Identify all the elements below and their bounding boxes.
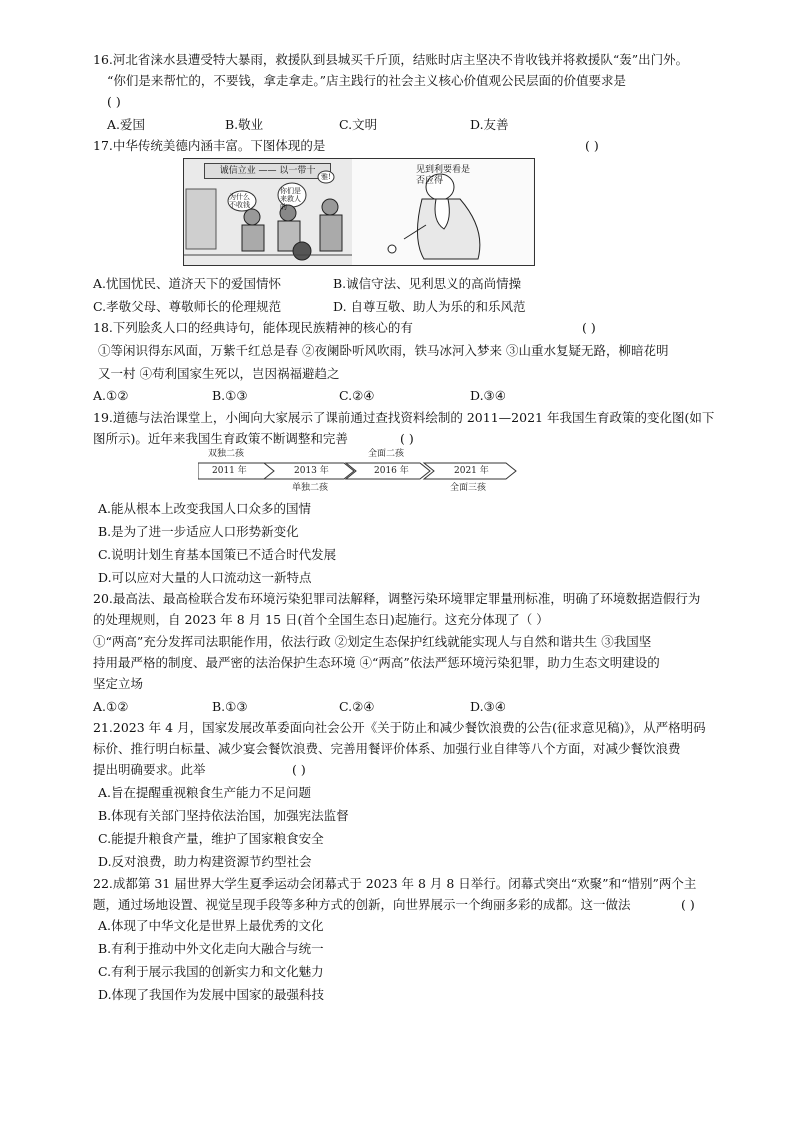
q20-stem-line2: 的处理规则，自 2023 年 8 月 15 日(首个全国生态日)起施行。这充分体现了（ ）: [93, 612, 549, 627]
q19-option-a[interactable]: A.能从根本上改变我国人口众多的国情: [98, 501, 312, 516]
cartoon-bubble-4: 见到利要看是否应得: [416, 165, 471, 186]
q18-option-c[interactable]: C.②④: [339, 388, 375, 403]
q17-stem: 17.中华传统美德内涵丰富。下图体现的是: [93, 138, 326, 153]
q18-option-d[interactable]: D.③④: [470, 388, 506, 403]
q20-items-line3: 坚定立场: [93, 676, 144, 691]
q20-option-c[interactable]: C.②④: [339, 699, 375, 714]
timeline-bottom-2: 全面三孩: [450, 483, 487, 493]
q17-paren: ( ): [585, 138, 599, 153]
q19-stem-line2: 图所示)。近年来我国生育政策不断调整和完善: [93, 431, 348, 446]
q19-option-d[interactable]: D.可以应对大量的人口流动这一新特点: [98, 570, 312, 585]
q17-option-c[interactable]: C.孝敬父母、尊敬师长的伦理规范: [93, 299, 282, 314]
timeline-year-2016: 2016 年: [374, 466, 409, 476]
q22-option-c[interactable]: C.有利于展示我国的创新实力和文化魅力: [98, 964, 324, 979]
q19-policy-timeline: [198, 449, 518, 495]
q21-option-a[interactable]: A.旨在提醒重视粮食生产能力不足问题: [98, 785, 312, 800]
q17-option-a[interactable]: A.忧国忧民、道济天下的爱国情怀: [93, 276, 282, 291]
q17-option-b[interactable]: B.诚信守法、见利思义的高尚情操: [333, 276, 522, 291]
q21-option-d[interactable]: D.反对浪费，助力构建资源节约型社会: [98, 854, 312, 869]
timeline-year-2013: 2013 年: [294, 466, 329, 476]
q18-poems-line2: 又一村 ④苟利国家生死以，岂因祸福避趋之: [98, 366, 340, 381]
cartoon-bubble-3: 雅!: [321, 173, 331, 181]
q20-items-line1: ①“两高”充分发挥司法职能作用，依法行政 ②划定生态保护红线就能实现人与自然和谐共生 ③我国坚: [93, 634, 652, 649]
timeline-year-2011: 2011 年: [212, 466, 247, 476]
q17-option-d[interactable]: D. 自尊互敬、助人为乐的和乐风范: [333, 299, 526, 314]
q16-option-b[interactable]: B.敬业: [225, 117, 264, 132]
timeline-year-2021: 2021 年: [454, 466, 489, 476]
cartoon-bubble-2: 你们是来救人的: [280, 187, 301, 211]
q21-option-b[interactable]: B.体现有关部门坚持依法治国，加强宪法监督: [98, 808, 349, 823]
q18-paren: ( ): [582, 320, 596, 335]
q21-paren: ( ): [292, 762, 306, 777]
q17-cartoon: [183, 158, 535, 266]
q22-option-d[interactable]: D.体现了我国作为发展中国家的最强科技: [98, 987, 325, 1002]
q18-stem: 18.下列脍炙人口的经典诗句，能体现民族精神的核心的有: [93, 320, 413, 335]
q22-paren: ( ): [681, 897, 695, 912]
q19-stem-line1: 19.道德与法治课堂上，小闽向大家展示了课前通过查找资料绘制的 2011—2021 年我国生育政策的变化图(如下: [93, 410, 715, 425]
q19-option-c[interactable]: C.说明计划生育基本国策已不适合时代发展: [98, 547, 337, 562]
q16-option-a[interactable]: A.爱国: [107, 117, 146, 132]
q16-paren: ( ): [107, 94, 121, 109]
q20-stem-line1: 20.最高法、最高检联合发布环境污染犯罪司法解释，调整污染环境罪定罪量刑标准，明确了环境数据造假行为: [93, 591, 701, 606]
q22-stem-line2: 题，通过场地设置、视觉呈现手段等多种方式的创新，向世界展示一个绚丽多彩的成都。这一做法: [93, 897, 631, 912]
q19-option-b[interactable]: B.是为了进一步适应人口形势新变化: [98, 524, 299, 539]
q20-option-a[interactable]: A.①②: [93, 699, 129, 714]
cartoon-banner: 诚信立业 —— 以一带十: [204, 163, 331, 179]
timeline-top-1: 双独二孩: [208, 449, 245, 459]
q22-option-b[interactable]: B.有利于推动中外文化走向大融合与统一: [98, 941, 324, 956]
q16-stem-line2: “你们是来帮忙的，不要钱，拿走拿走。”店主践行的社会主义核心价值观公民层面的价值要求是: [107, 73, 627, 88]
q18-option-a[interactable]: A.①②: [93, 388, 129, 403]
q19-paren: ( ): [400, 431, 414, 446]
q16-option-c[interactable]: C.文明: [339, 117, 378, 132]
q16-option-d[interactable]: D.友善: [470, 117, 509, 132]
q22-option-a[interactable]: A.体现了中华文化是世界上最优秀的文化: [98, 918, 324, 933]
q21-stem-line1: 21.2023 年 4 月，国家发展改革委面向社会公开《关于防止和减少餐饮浪费的公告(征求意见稿)》，从严格明码: [93, 720, 706, 735]
q18-option-b[interactable]: B.①③: [212, 388, 248, 403]
q21-stem-line2: 标价、推行明白标量、减少宴会餐饮浪费、完善用餐评价体系、加强行业自律等八个方面，对减少餐饮浪费: [93, 741, 681, 756]
timeline-top-2: 全面二孩: [368, 449, 405, 459]
cartoon-panel-left: [184, 159, 353, 265]
q20-option-b[interactable]: B.①③: [212, 699, 248, 714]
q20-option-d[interactable]: D.③④: [470, 699, 506, 714]
q21-option-c[interactable]: C.能提升粮食产量，维护了国家粮食安全: [98, 831, 324, 846]
q20-items-line2: 持用最严格的制度、最严密的法治保护生态环境 ④“两高”依法严惩环境污染犯罪，助力生态文明建设的: [93, 655, 660, 670]
q16-stem-line1: 16.河北省涞水县遭受特大暴雨，救援队到县城买千斤顶，结账时店主坚决不肯收钱并将救援队“轰”出门外。: [93, 52, 689, 67]
cartoon-bubble-1: 为什么不收钱: [229, 193, 250, 209]
q21-stem-line3: 提出明确要求。此举: [93, 762, 206, 777]
timeline-bottom-1: 单独二孩: [292, 483, 329, 493]
q18-poems-line1: ①等闲识得东风面，万紫千红总是春 ②夜阑卧听风吹雨，铁马冰河入梦来 ③山重水复疑无路，柳暗花明: [98, 343, 669, 358]
q22-stem-line1: 22.成都第 31 届世界大学生夏季运动会闭幕式于 2023 年 8 月 8 日举行。闭幕式突出“欢聚”和“惜别”两个主: [93, 876, 697, 891]
